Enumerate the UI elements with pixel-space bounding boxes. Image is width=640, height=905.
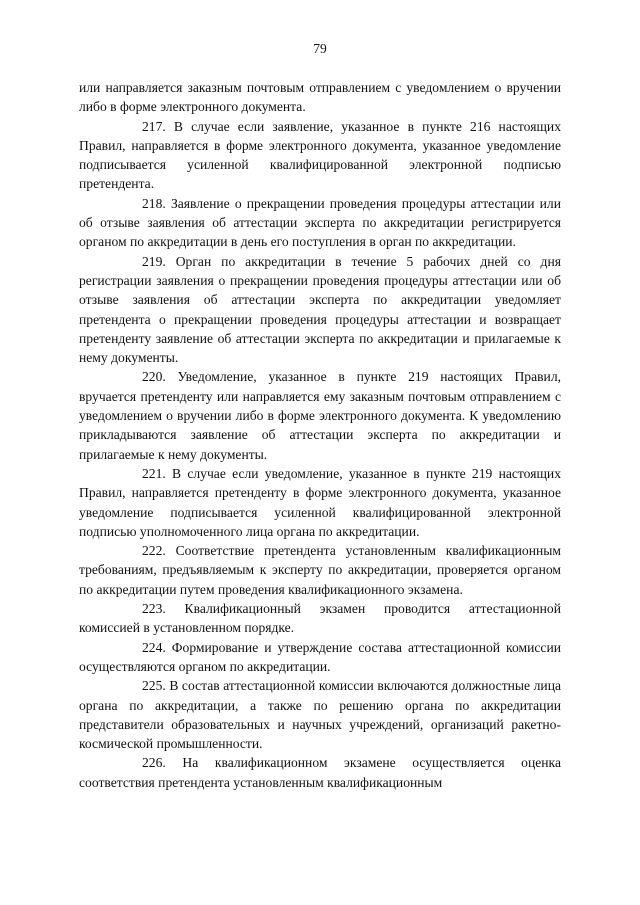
paragraph-223: 223. Квалификационный экзамен проводится аттестационной комиссией в установленном порядке. [79, 601, 561, 636]
paragraph-225: 225. В состав аттестационной комиссии включаются должностные лица органа по аккредитации, а также по решению органа по аккредитации представители образовательных и научных учреждений, организаций ракетно-космической промышленности. [79, 678, 561, 752]
paragraph-220: 220. Уведомление, указанное в пункте 219 настоящих Правил, вручается претенденту или направляется ему заказным почтовым отправлением с уведомлением о вручении либо в форме электронного документа. К уведомлению прикладываются заявление об аттестации эксперта по аккредитации и прилагаемые к нему документы. [79, 369, 561, 462]
paragraph-continuation: или направляется заказным почтовым отправлением с уведомлением о вручении либо в форме электронного документа. [79, 80, 561, 115]
paragraph-218: 218. Заявление о прекращении проведения процедуры аттестации или об отзыве заявления об аттестации эксперта по аккредитации регистрируется органом по аккредитации в день его поступления в орган по аккредитации. [79, 195, 561, 250]
paragraph-226: 226. На квалификационном экзамене осуществляется оценка соответствия претендента установленным квалификационным [79, 755, 561, 790]
document-body [79, 78, 561, 792]
page-number: 79 [313, 41, 327, 56]
paragraph-222: 222. Соответствие претендента установленным квалификационным требованиям, предъявляемым к эксперту по аккредитации, проверяется органом по аккредитации путем проведения квалификационного экзамена. [79, 543, 561, 597]
paragraph-217: 217. В случае если заявление, указанное в пункте 216 настоящих Правил, направляется в форме электронного документа, указанное уведомление подписывается усиленной квалифицированной электронной подписью претендента. [79, 118, 561, 192]
paragraph-219: 219. Орган по аккредитации в течение 5 рабочих дней со дня регистрации заявления о прекращении проведения процедуры аттестации или об отзыве заявления об аттестации эксперта по аккредитации уведомляет претендента о прекращении проведения процедуры аттестации и возвращает претенденту заявление об аттестации эксперта по аккредитации и прилагаемые к нему документы. [79, 253, 561, 366]
paragraph-224: 224. Формирование и утверждение состава аттестационной комиссии осуществляются органом по аккредитации. [79, 639, 561, 674]
paragraph-221: 221. В случае если уведомление, указанное в пункте 219 настоящих Правил, направляется претенденту в форме электронного документа, указанное уведомление подписывается усиленной квалифицированной электронной подписью уполномоченного лица органа по аккредитации. [79, 465, 561, 539]
